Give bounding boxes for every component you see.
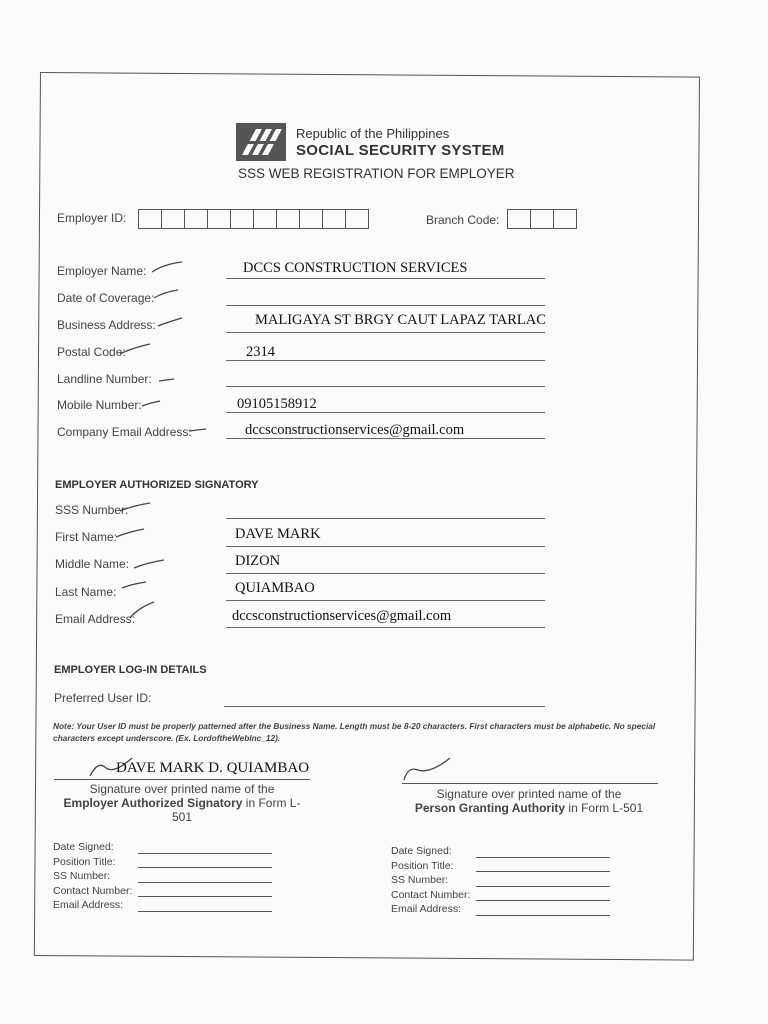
company-email-value: dccsconstructionservices@gmail.com <box>245 422 465 438</box>
signatory-email-label: Email Address: <box>55 612 136 626</box>
left-contact-number-label: Contact Number: <box>53 884 133 897</box>
right-signature-caption: Signature over printed name of the Person Granting Authority in Form L-501 <box>414 787 644 815</box>
sss-logo-icon <box>236 123 286 161</box>
right-position-title-label: Position Title: <box>391 859 454 872</box>
branch-code-boxes[interactable] <box>507 209 577 229</box>
left-footer-labels <box>53 840 132 913</box>
right-email-address-label: Email Address: <box>391 903 462 915</box>
left-position-title-label: Position Title: <box>53 855 116 868</box>
right-date-signed-field[interactable] <box>476 857 610 858</box>
left-signature-caption: Signature over printed name of the Employer Authorized Signatory in Form L-501 <box>63 782 301 824</box>
check-mark-icon <box>118 342 152 356</box>
first-name-field[interactable] <box>226 546 545 547</box>
employer-id-label: Employer ID: <box>57 211 127 225</box>
first-name-value: DAVE MARK <box>235 526 321 542</box>
login-section-title: EMPLOYER LOG-IN DETAILS <box>54 664 207 676</box>
postal-code-field[interactable] <box>226 360 545 361</box>
last-name-value: QUIAMBAO <box>235 580 315 596</box>
check-mark-icon <box>118 501 152 513</box>
right-contact-number-label: Contact Number: <box>391 888 471 901</box>
employer-id-boxes[interactable] <box>138 209 369 229</box>
left-email-address-field[interactable] <box>138 911 272 912</box>
left-date-signed-label: Date Signed: <box>53 841 114 853</box>
dash-mark-icon <box>188 427 208 433</box>
business-address-field[interactable] <box>226 332 545 333</box>
right-signature-line[interactable] <box>402 783 658 784</box>
right-date-signed-label: Date Signed: <box>391 845 452 857</box>
left-signature-line[interactable] <box>54 779 310 780</box>
form-border <box>34 72 700 961</box>
landline-number-label: Landline Number: <box>57 372 152 386</box>
employer-name-label: Employer Name: <box>57 264 147 278</box>
check-mark-icon <box>152 288 180 300</box>
last-name-field[interactable] <box>226 600 545 601</box>
left-ss-number-label: SS Number: <box>53 870 111 882</box>
date-of-coverage-field[interactable] <box>226 305 545 306</box>
left-ss-number-field[interactable] <box>138 882 272 883</box>
employer-name-value: DCCS CONSTRUCTION SERVICES <box>243 260 468 276</box>
mobile-number-value: 09105158912 <box>237 396 317 412</box>
check-mark-icon <box>140 398 162 408</box>
dash-mark-icon <box>158 377 176 383</box>
check-mark-icon <box>114 527 146 539</box>
right-position-title-field[interactable] <box>476 871 610 872</box>
left-date-signed-field[interactable] <box>138 853 272 854</box>
business-address-value: MALIGAYA ST BRGY CAUT LAPAZ TARLAC <box>255 312 546 328</box>
first-name-label: First Name: <box>55 530 118 544</box>
left-contact-number-field[interactable] <box>138 896 272 897</box>
business-address-label: Business Address: <box>57 318 156 332</box>
mobile-number-field[interactable] <box>226 412 545 413</box>
signatory-section-title: EMPLOYER AUTHORIZED SIGNATORY <box>55 479 259 491</box>
right-ss-number-label: SS Number: <box>391 874 449 886</box>
middle-name-field[interactable] <box>226 573 545 574</box>
right-ss-number-field[interactable] <box>476 886 610 887</box>
user-id-note: Note: Your User ID must be properly patterned after the Business Name. Length must be 8-20 characters. First characters must be alphabetic. No special characters except underscore. (Ex. LordoftheWebInc_12). <box>53 721 656 743</box>
left-email-address-label: Email Address: <box>53 899 124 911</box>
employer-name-field[interactable] <box>226 278 545 279</box>
postal-code-label: Postal Code: <box>57 345 126 359</box>
mobile-number-label: Mobile Number: <box>57 398 142 412</box>
middle-name-label: Middle Name: <box>55 557 130 571</box>
republic-text: Republic of the Philippines <box>296 126 450 141</box>
landline-number-field[interactable] <box>226 386 545 387</box>
check-mark-icon <box>128 600 156 620</box>
right-footer-labels <box>391 844 470 917</box>
middle-name-value: DIZON <box>235 553 281 569</box>
left-position-title-field[interactable] <box>138 867 272 868</box>
postal-code-value: 2314 <box>246 344 275 360</box>
preferred-user-id-label: Preferred User ID: <box>54 691 152 705</box>
last-name-label: Last Name: <box>55 585 117 599</box>
company-email-label: Company Email Address: <box>57 425 192 439</box>
check-mark-icon <box>150 260 184 274</box>
sss-number-field[interactable] <box>226 518 545 519</box>
branch-code-label: Branch Code: <box>426 213 500 227</box>
signatory-email-field[interactable] <box>226 627 545 628</box>
check-mark-icon <box>156 316 184 328</box>
signatory-email-value: dccsconstructionservices@gmail.com <box>232 608 452 624</box>
right-email-address-field[interactable] <box>476 915 610 916</box>
signature-mark-icon <box>400 754 454 784</box>
form-title: SSS WEB REGISTRATION FOR EMPLOYER <box>238 166 515 181</box>
agency-name: SOCIAL SECURITY SYSTEM <box>296 142 505 159</box>
sss-number-label: SSS Number: <box>55 503 129 517</box>
company-email-field[interactable] <box>226 438 545 439</box>
preferred-user-id-field[interactable] <box>224 706 545 707</box>
date-of-coverage-label: Date of Coverage: <box>57 291 155 305</box>
left-signatory-name: DAVE MARK D. QUIAMBAO <box>116 760 310 776</box>
check-mark-icon <box>120 580 148 590</box>
check-mark-icon <box>132 558 166 570</box>
right-contact-number-field[interactable] <box>476 900 610 901</box>
